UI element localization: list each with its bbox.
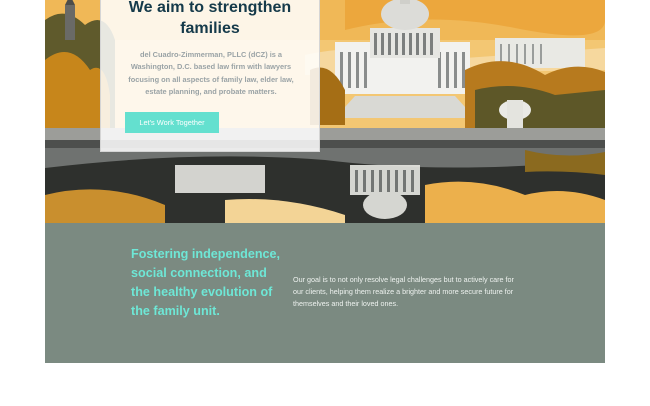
- hero-heading: We aim to strengthen families: [128, 0, 292, 37]
- page-content: [45, 0, 605, 363]
- mission-heading: Fostering independence, social connection, and the healthy evolution of the family unit.: [131, 247, 281, 318]
- mission-band: [45, 223, 605, 363]
- mission-body: Our goal is to not only resolve legal challenges but to actively care for our clients, helping them realize a brighter and more secure future for themselves and their loved ones.: [293, 275, 514, 308]
- hero-card: [100, 0, 320, 152]
- hero-section: [45, 0, 605, 223]
- hero-description: del Cuadro-Zimmerman, PLLC (dCZ) is a Washington, D.C. based law firm with lawyers focusing on all aspects of family law, elder law, estate planning, and probate matters.: [128, 50, 294, 96]
- lets-work-together-button[interactable]: Let's Work Together: [125, 112, 219, 133]
